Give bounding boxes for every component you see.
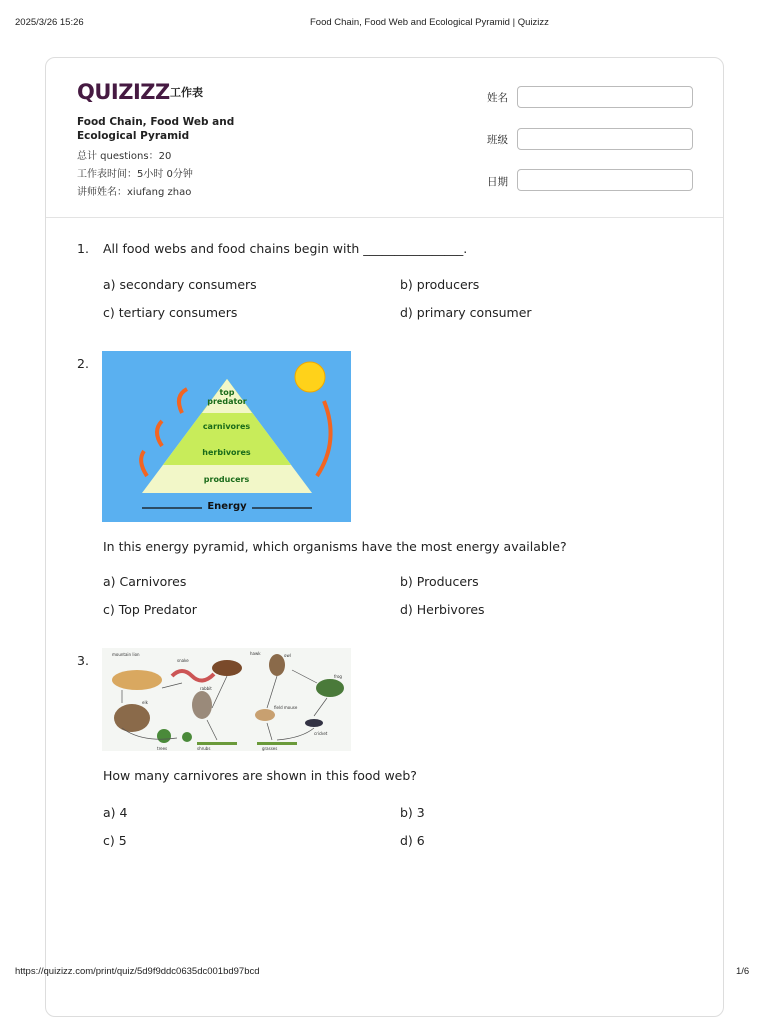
food-web-label: rabbit [200, 686, 212, 691]
food-web-label: snake [177, 658, 189, 663]
question-text: How many carnivores are shown in this food web? [103, 768, 417, 783]
worksheet-header [46, 58, 723, 218]
option: a) Carnivores [103, 574, 187, 589]
energy-pyramid-image [102, 351, 351, 522]
option: c) Top Predator [103, 602, 197, 617]
quizizz-logo: QUIZIZZ [77, 80, 170, 104]
option: a) 4 [103, 805, 128, 820]
print-page-title: Food Chain, Food Web and Ecological Pyramid | Quizizz [310, 17, 549, 28]
food-web-label: mountain lion [112, 652, 140, 657]
worksheet-title: Food Chain, Food Web and Ecological Pyramid [77, 116, 235, 142]
food-web-image [102, 648, 351, 751]
food-web-label: cricket [314, 731, 328, 736]
name-field[interactable] [517, 86, 693, 108]
option: d) 6 [400, 833, 425, 848]
option: b) 3 [400, 805, 425, 820]
name-label: 姓名 [487, 92, 508, 104]
option: c) tertiary consumers [103, 305, 238, 320]
date-field[interactable] [517, 169, 693, 191]
question-text: In this energy pyramid, which organisms have the most energy available? [103, 539, 567, 554]
worksheet-card [45, 57, 724, 1017]
worksheet-time: 工作表时间：5小时 0分钟 [77, 169, 193, 180]
total-questions: 总计 questions：20 [77, 151, 172, 162]
pyramid-level-herbivores: herbivores [202, 448, 251, 457]
food-web-label: shrubs [197, 746, 211, 751]
food-web-label: frog [334, 674, 342, 679]
question-text: All food webs and food chains begin with ________________. [103, 241, 468, 256]
question-number: 1. [77, 241, 89, 256]
option: b) producers [400, 277, 480, 292]
pyramid-level-top-predator: top predator [207, 388, 247, 406]
option: a) secondary consumers [103, 277, 257, 292]
food-web-label: elk [142, 700, 148, 705]
food-web-label: trees [157, 746, 168, 751]
option: d) Herbivores [400, 602, 485, 617]
food-web-label: field mouse [274, 705, 298, 710]
worksheet-label: 工作表 [170, 86, 203, 99]
option: d) primary consumer [400, 305, 532, 320]
pyramid-level-carnivores: carnivores [202, 422, 251, 431]
class-label: 班级 [487, 134, 508, 146]
food-web-label: hawk [250, 651, 261, 656]
energy-label: Energy [202, 501, 252, 512]
option: b) Producers [400, 574, 479, 589]
food-web-label: grasses [262, 746, 278, 751]
class-field[interactable] [517, 128, 693, 150]
teacher-name: 讲师姓名：xiufang zhao [77, 187, 192, 198]
food-web-label: owl [284, 653, 291, 658]
question-number: 3. [77, 653, 89, 668]
print-datetime: 2025/3/26 15:26 [15, 17, 84, 28]
page-number: 1/6 [736, 966, 750, 977]
pyramid-level-producers: producers [203, 475, 250, 484]
page-url: https://quizizz.com/print/quiz/5d9f9ddc0635dc001bd97bcd [15, 966, 260, 977]
option: c) 5 [103, 833, 127, 848]
question-number: 2. [77, 356, 89, 371]
date-label: 日期 [487, 176, 508, 188]
pyramid-graphic [102, 351, 351, 522]
